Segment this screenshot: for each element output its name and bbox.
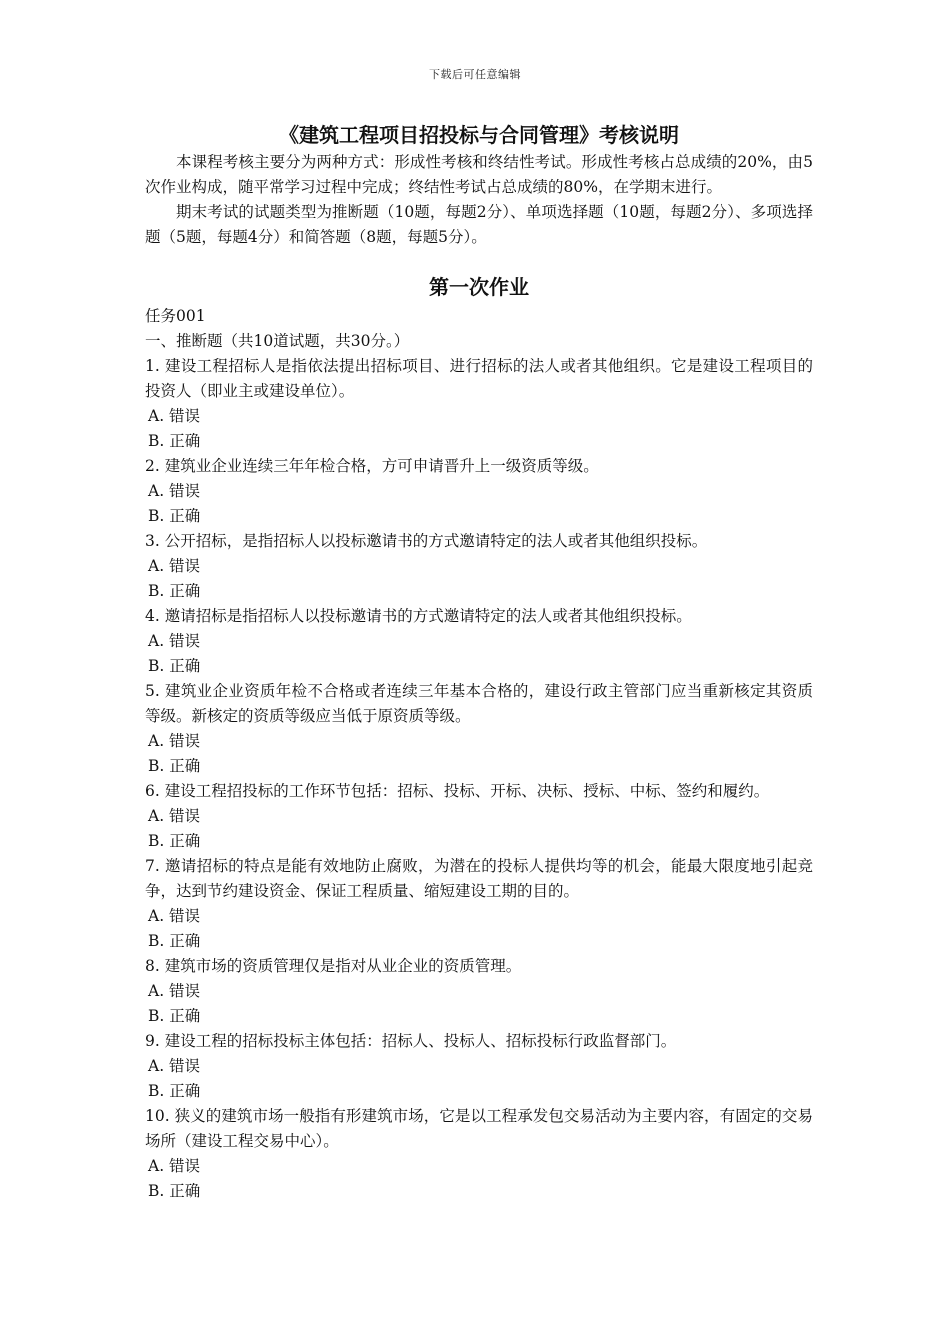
question-text: 4. 邀请招标是指招标人以投标邀请书的方式邀请特定的法人或者其他组织投标。 [145, 607, 692, 625]
question-text: 6. 建设工程招投标的工作环节包括：招标、投标、开标、决标、授标、中标、签约和履约。 [145, 782, 770, 800]
question-item [145, 854, 813, 954]
document-body [145, 120, 813, 1204]
question-text: 7. 邀请招标的特点是能有效地防止腐败，为潜在的投标人提供均等的机会，能最大限度地引起竞争，达到节约建设资金、保证工程质量、缩短建设工期的目的。 [145, 857, 813, 900]
question-item [145, 529, 813, 604]
question-item [145, 354, 813, 454]
option-a: A. 错误 [148, 982, 201, 1000]
question-item [145, 604, 813, 679]
option-b: B. 正确 [148, 507, 201, 525]
intro-paragraph: 本课程考核主要分为两种方式：形成性考核和终结性考试。形成性考核占总成绩的20%，由5次作业构成，随平常学习过程中完成；终结性考试占总成绩的80%，在学期末进行。 [145, 153, 813, 196]
part-heading: 一、推断题（共10道试题，共30分。） [145, 332, 410, 350]
question-text: 3. 公开招标，是指招标人以投标邀请书的方式邀请特定的法人或者其他组织投标。 [145, 532, 708, 550]
question-item [145, 454, 813, 529]
option-b: B. 正确 [148, 832, 201, 850]
option-b: B. 正确 [148, 1007, 201, 1025]
question-text: 8. 建筑市场的资质管理仅是指对从业企业的资质管理。 [145, 957, 522, 975]
option-a: A. 错误 [148, 1057, 201, 1075]
option-a: A. 错误 [148, 732, 201, 750]
option-a: A. 错误 [148, 1157, 201, 1175]
section-title: 第一次作业 [429, 275, 529, 299]
intro-paragraph: 期末考试的试题类型为推断题（10题，每题2分）、单项选择题（10题，每题2分）、多项选择题（5题，每题4分）和简答题（8题，每题5分）。 [145, 203, 813, 246]
option-a: A. 错误 [148, 632, 201, 650]
option-a: A. 错误 [148, 807, 201, 825]
question-item [145, 954, 813, 1029]
question-text: 2. 建筑业企业连续三年年检合格，方可申请晋升上一级资质等级。 [145, 457, 599, 475]
option-a: A. 错误 [148, 482, 201, 500]
option-a: A. 错误 [148, 907, 201, 925]
option-b: B. 正确 [148, 657, 201, 675]
option-b: B. 正确 [148, 1182, 201, 1200]
document-title: 《建筑工程项目招投标与合同管理》考核说明 [279, 123, 679, 147]
question-text: 1. 建设工程招标人是指依法提出招标项目、进行招标的法人或者其他组织。它是建设工程项目的投资人（即业主或建设单位）。 [145, 357, 813, 400]
question-text: 10. 狭义的建筑市场一般指有形建筑市场，它是以工程承发包交易活动为主要内容，有固定的交易场所（建设工程交易中心）。 [145, 1107, 813, 1150]
option-b: B. 正确 [148, 757, 201, 775]
question-list [145, 354, 813, 1204]
option-b: B. 正确 [148, 432, 201, 450]
header-note: 下载后可任意编辑 [429, 68, 521, 81]
option-a: A. 错误 [148, 407, 201, 425]
task-label: 任务001 [145, 307, 206, 325]
question-item [145, 1104, 813, 1204]
question-item [145, 1029, 813, 1104]
question-item [145, 779, 813, 854]
question-text: 5. 建筑业企业资质年检不合格或者连续三年基本合格的，建设行政主管部门应当重新核定其资质等级。新核定的资质等级应当低于原资质等级。 [145, 682, 813, 725]
question-text: 9. 建设工程的招标投标主体包括：招标人、投标人、招标投标行政监督部门。 [145, 1032, 677, 1050]
option-a: A. 错误 [148, 557, 201, 575]
option-b: B. 正确 [148, 1082, 201, 1100]
question-item [145, 679, 813, 779]
option-b: B. 正确 [148, 582, 201, 600]
option-b: B. 正确 [148, 932, 201, 950]
